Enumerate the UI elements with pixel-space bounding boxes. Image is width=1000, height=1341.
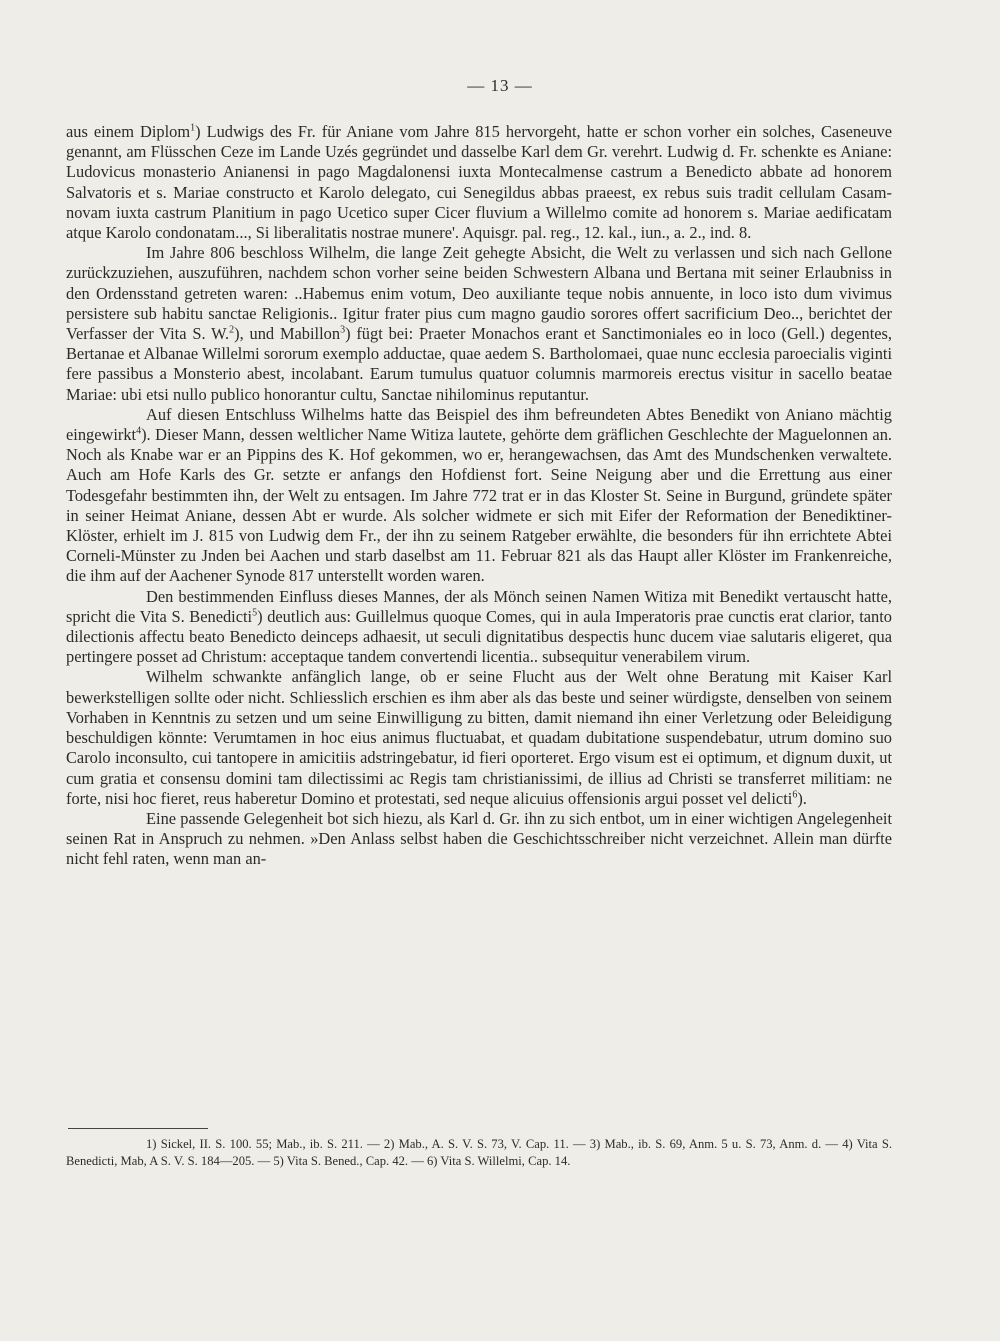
paragraph-text: Eine passende Gelegenheit bot sich hiezu, als Karl d. Gr. ihn zu sich entbot, um in einer wichtigen Angelegenheit seinen Rat in Anspruch zu nehmen. »Den Anlass selbst haben die Geschichtsschreiber nicht verzeichnet. Allein man dürfte nicht fehl raten, wenn man an- (66, 808, 892, 869)
footnote-marker: 1 (190, 122, 196, 134)
paragraph-text: ). Dieser Mann, dessen weltlicher Name Witiza lautete, gehörte dem gräflichen Geschlechte der Maguelonnen an. Noch als Knabe war er an Pippins des K. Hof gekommen, wo er, herangewachsen, das Amt des Mundschenken verwaltete. Auch am Hofe Karls des Gr. setzte er anfangs den Hofdienst fort. Seine Neigung aber und die Errettung aus einer Todesgefahr bestimmten ihn, der Welt zu entsagen. Im Jahre 772 trat er in das Kloster St. Seine in Burgund, gründete später in seiner Heimat Aniane, dessen Abt er wurde. Als solcher widmete er sich mit Eifer der Reformation der Benediktiner-Klöster, erhielt im J. 815 von Ludwig dem Fr., der ihn zu seinem Ratgeber erwählte, die besonders für ihn errichtete Abtei Corneli-Münster zu Jnden bei Aachen und starb daselbst am 11. Februar 821 als das Haupt aller Klöster im Frankenreiche, die ihm auf der Aachener Synode 817 unterstellt worden waren. (66, 425, 892, 586)
paragraph (66, 243, 892, 405)
footnote-marker: 3 (340, 324, 346, 336)
footnote-marker: 6 (792, 789, 798, 801)
body-text (66, 122, 892, 870)
paragraph-text: ) Ludwigs des Fr. für Aniane vom Jahre 815 hervorgeht, hatte er schon vorher ein solches, Caseneuve genannt, am Flüsschen Ceze im Lande Uzés gegründet und dasselbe Karl dem Gr. verehrt. Ludwig d. Fr. schenkte es Aniane: Ludovicus monasterio Anianensi in pago Magdalonensi iuxta Montecalmense castrum a Benedicto abbate ad honorem Salvatoris et s. Mariae constructo et Karolo delegato, cui Senegildus abbas praeest, ex rebus suis tradit cellulam Casam-novam iuxta castrum Planitium in pago Ucetico super Cicer fluvium a Willelmo comite ad honorem s. Mariae aedificatam atque Karolo condonatam..., Si liberalitatis nostrae munere'. Aquisgr. pal. reg., 12. kal., iun., a. 2., ind. 8. (66, 122, 892, 243)
paragraph (66, 587, 892, 668)
paragraph-text: Den bestimmenden Einfluss dieses Mannes, der als Mönch seinen Namen Witiza mit Benedikt vertauscht hatte, spricht die Vita S. Benedicti (66, 586, 892, 626)
footnote-marker: 4 (136, 425, 142, 437)
paragraph-text: ) fügt bei: Praeter Monachos erant et Sanctimoniales eo in loco (Gell.) degentes, Bertanae et Albanae Willelmi sororum exemplo adductae, quae aedem S. Bartholomaei, quae nunc ecclesia paroecialis viginti fere passibus a Monsterio abest, incolabant. Earum tumulus quatuor columnis marmoreis erectus visitur in sacello beatae Mariae: ubi etsi nullo publico honorantur cultu, Sanctae nihilominus reputantur. (66, 324, 893, 404)
page-number: — 13 — (467, 76, 533, 95)
paragraph-text: ). (797, 788, 807, 808)
paragraph-text: ), und Mabillon (234, 324, 341, 344)
footnote-marker: 2 (229, 324, 235, 336)
footnote-marker: 5 (252, 607, 258, 619)
paragraph-text: Auf diesen Entschluss Wilhelms hatte das Beispiel des ihm befreundeten Abtes Benedikt von Aniano mächtig eingewirkt (66, 404, 892, 445)
paragraph (66, 809, 892, 870)
paragraph (66, 405, 892, 587)
footnotes: 1) Sickel, II. S. 100. 55; Mab., ib. S. 211. — 2) Mab., A. S. V. S. 73, V. Cap. 11. — 3) Mab., ib. S. 69, Anm. 5 u. S. 73, Anm. d. — 4) Vita S. Benedicti, Mab, A S. V. S. 184—205. — 5) Vita S. Bened., Cap. 42. — 6) Vita S. Willelmi, Cap. 14. (66, 1137, 892, 1168)
paragraph-text: Im Jahre 806 beschloss Wilhelm, die lange Zeit gehegte Absicht, die Welt zu verlassen und sich nach Gellone zurückzuziehen, auszuführen, nachdem schon vorher seine beiden Schwestern Albana und Bertana mit seiner Erlaubniss in den Ordensstand getreten waren: ..Habemus enim votum, Deo auxiliante teque nobis annuente, in loco isto dum vivimus persistere sub habitu sanctae Religionis.. Igitur frater pius cum magno gaudio sorores offert sacrificium Deo.., berichtet der Verfasser der Vita S. W. (66, 243, 892, 344)
paragraph (66, 122, 892, 243)
paragraph-text: ) deutlich aus: Guillelmus quoque Comes, qui in aula Imperatoris prae cunctis erat clarior, tanto dilectionis affectu beato Benedicto deinceps adhaesit, ut seculi dignitatibus despectis hunc ducem viae salutaris eligeret, qua pertingere posset ad Christum: acceptaque tandem convertendi licentia.. subsequitur venerabilem virum. (66, 606, 892, 667)
footnote-divider (68, 1128, 208, 1129)
paragraph (66, 667, 892, 808)
paragraph-text: aus einem Diplom (66, 122, 191, 141)
paragraph-text: Wilhelm schwankte anfänglich lange, ob er seine Flucht aus der Welt ohne Beratung mit Kaiser Karl bewerkstelligen sollte oder nicht. Schliesslich erschien es ihm aber als das beste und seiner würdigste, denselben von seinem Vorhaben in Kenntnis zu setzen und um seine Einwilligung zu bitten, damit niemand ihn einer Verletzung oder Beleidigung beschuldigen könnte: Verumtamen in hoc eius animus fluctuabat, et quadam dubitatione suspendebatur, utrum domino suo Carolo inconsulto, cui tantopere in amicitiis adstringebatur, id fieri oporteret. Ergo visum est ei optimum, et dignum duxit, ut cum gratia et consensu domini tam dilectissimi ac Regis tam christianissimi, de illius ad Christi se transferret militiam: ne forte, nisi hoc fieret, reus haberetur Domino et protestati, sed neque alicuius offensionis argui posset vel delicti (66, 667, 892, 808)
